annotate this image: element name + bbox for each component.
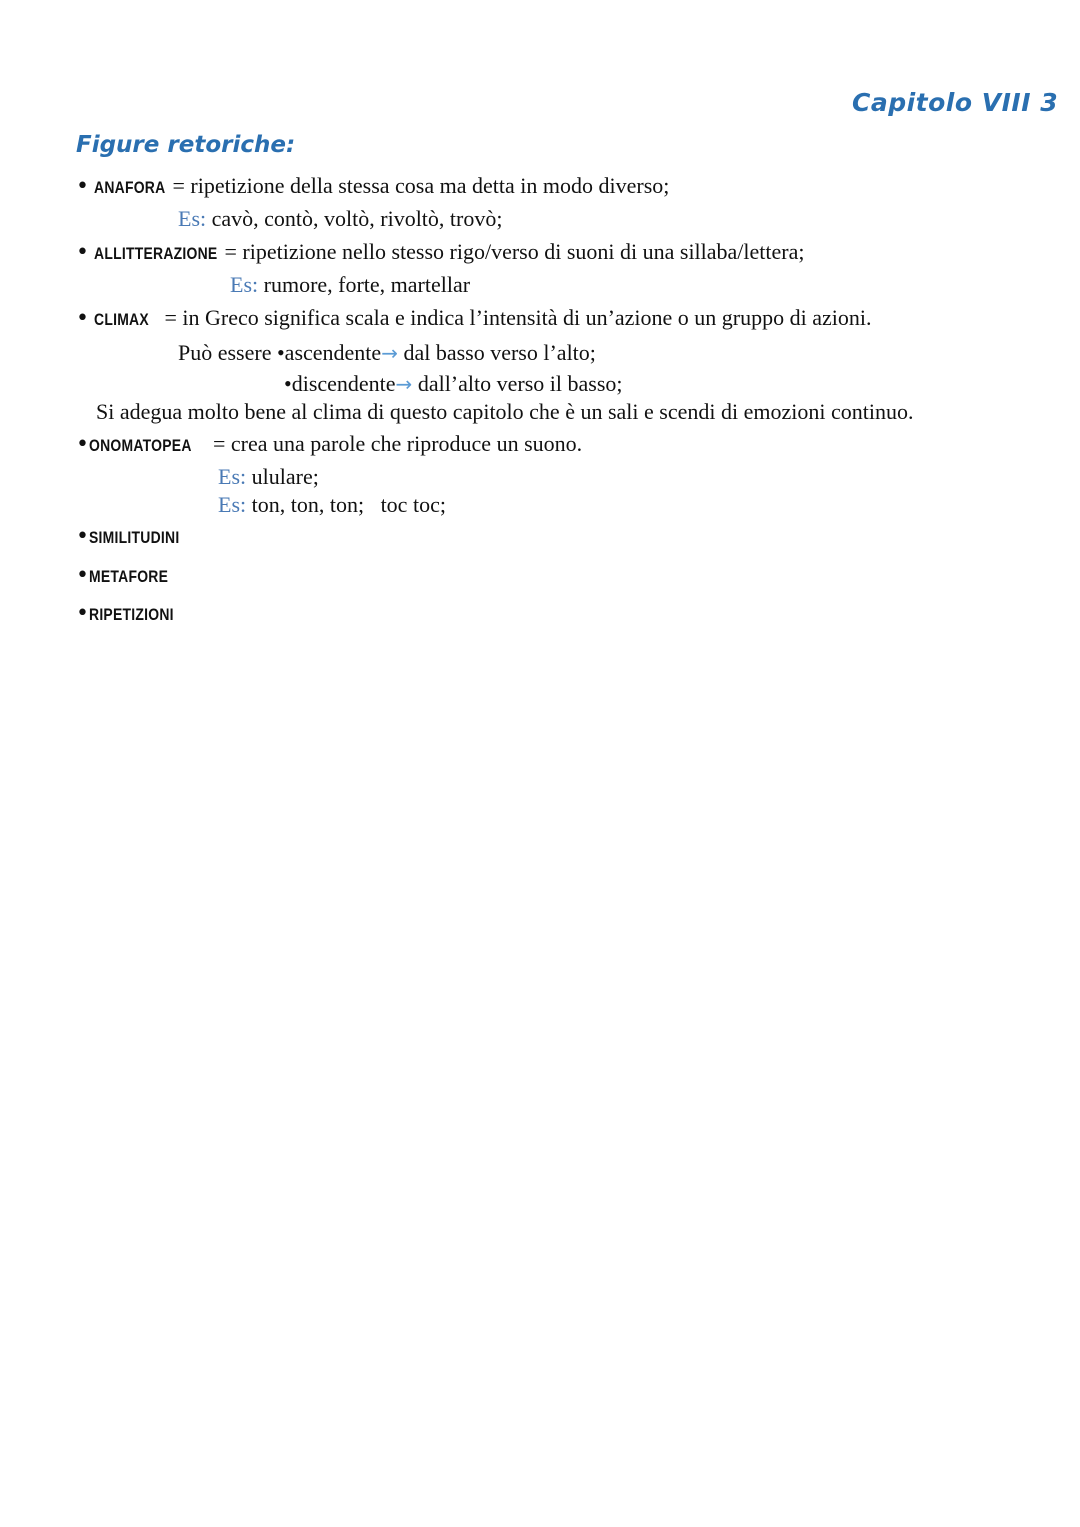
arrow-right-icon: → — [381, 341, 398, 365]
bullet: • — [76, 432, 89, 457]
bullet: • — [76, 524, 89, 549]
example-text: ululare; — [246, 464, 319, 489]
climax-can-be: Può essere •ascendente — [178, 340, 382, 365]
term-onomatopea: ONOMATOPEA — [88, 436, 192, 455]
example-label: Es: — [230, 272, 259, 297]
anafora-definition: = ripetizione della stessa cosa ma detta in modo diverso; — [172, 173, 670, 198]
bullet: • — [76, 601, 89, 626]
onomatopea-example-2 — [218, 492, 446, 518]
list-item-ripetizioni — [76, 600, 192, 628]
allitterazione-line — [76, 239, 805, 267]
example-text: ton, ton, ton; toc toc; — [246, 492, 446, 517]
climax-ascending — [178, 340, 596, 366]
anafora-line — [76, 173, 669, 201]
term-similitudini: SIMILITUDINI — [88, 528, 180, 547]
example-label: Es: — [178, 206, 207, 231]
example-label: Es: — [218, 464, 247, 489]
allitterazione-definition: = ripetizione nello stesso rigo/verso di suoni di una sillaba/lettera; — [224, 239, 805, 264]
climax-note: Si adegua molto bene al clima di questo capitolo che è un sali e scendi di emozioni continuo. — [96, 399, 914, 424]
climax-descending-text: dall’alto verso il basso; — [412, 371, 623, 396]
onomatopea-definition: = crea una parole che riproduce un suono. — [212, 431, 583, 456]
climax-definition: = in Greco significa scala e indica l’intensità di un’azione o un gruppo di azioni. — [164, 305, 872, 330]
example-label: Es: — [218, 492, 247, 517]
example-text: cavò, contò, voltò, rivoltò, trovò; — [206, 206, 503, 231]
climax-ascending-text: dal basso verso l’alto; — [397, 340, 596, 365]
climax-descending — [284, 371, 623, 397]
list-item-similitudini — [76, 523, 199, 551]
bullet: • — [76, 174, 89, 199]
bullet: • — [76, 240, 89, 265]
anafora-example — [178, 206, 502, 232]
list-item-metafore — [76, 562, 186, 590]
term-anafora: ANAFORA — [94, 178, 166, 197]
arrow-right-icon: → — [395, 372, 413, 396]
term-allitterazione: ALLITTERAZIONE — [94, 244, 218, 263]
onomatopea-example-1 — [218, 464, 319, 490]
allitterazione-example — [230, 272, 470, 298]
term-climax: CLIMAX — [94, 310, 150, 329]
climax-line — [76, 305, 872, 333]
chapter-title: Capitolo VIII 3 — [852, 88, 1059, 117]
climax-descending-label: •discendente — [284, 371, 396, 396]
onomatopea-line — [76, 431, 582, 459]
term-metafore: METAFORE — [88, 567, 169, 586]
term-ripetizioni: RIPETIZIONI — [88, 605, 174, 624]
bullet: • — [76, 306, 89, 331]
example-text: rumore, forte, martellar — [258, 272, 471, 297]
bullet: • — [76, 563, 89, 588]
section-heading: Figure retoriche: — [76, 132, 296, 158]
